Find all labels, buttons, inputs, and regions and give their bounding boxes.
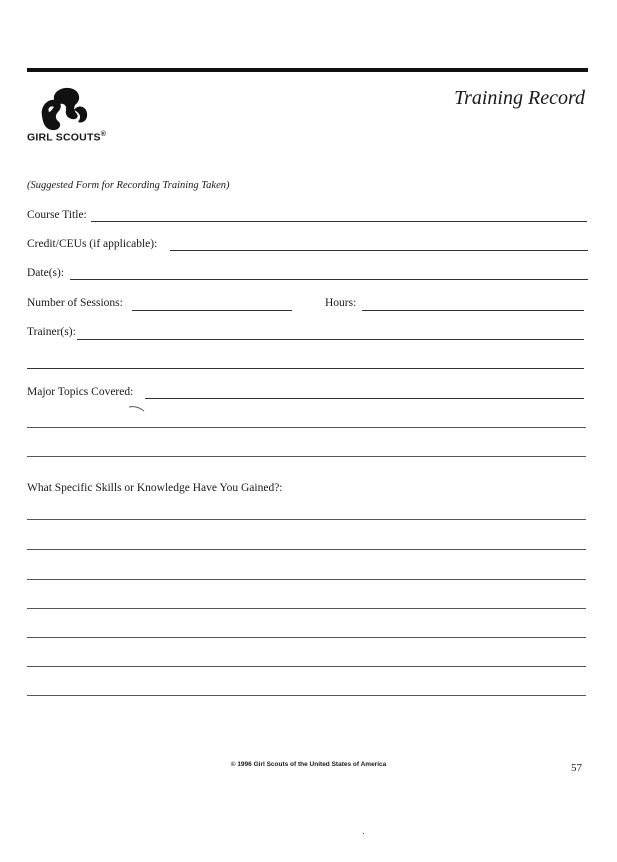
skills-line-3[interactable] bbox=[27, 579, 586, 580]
sessions-line[interactable] bbox=[132, 310, 292, 311]
form-subtitle: (Suggested Form for Recording Training Taken) bbox=[27, 180, 230, 191]
course-title-line[interactable] bbox=[91, 221, 587, 222]
topics-line-2[interactable] bbox=[27, 427, 586, 428]
trefoil-profiles-icon bbox=[36, 86, 88, 134]
top-rule bbox=[27, 68, 588, 72]
skills-line-7[interactable] bbox=[27, 695, 586, 696]
trainers-label: Trainer(s): bbox=[27, 326, 76, 338]
trainers-line-2[interactable] bbox=[27, 368, 584, 369]
credit-label: Credit/CEUs (if applicable): bbox=[27, 238, 158, 250]
topics-line-3[interactable] bbox=[27, 456, 586, 457]
hours-line[interactable] bbox=[362, 310, 584, 311]
dates-label: Date(s): bbox=[27, 267, 65, 279]
topics-label: Major Topics Covered: bbox=[27, 386, 134, 398]
scan-speck bbox=[363, 833, 364, 834]
skills-line-4[interactable] bbox=[27, 608, 586, 609]
trainers-line[interactable] bbox=[77, 339, 584, 340]
stray-pen-mark bbox=[128, 405, 146, 413]
skills-line-6[interactable] bbox=[27, 666, 586, 667]
skills-line-2[interactable] bbox=[27, 549, 586, 550]
skills-line-1[interactable] bbox=[27, 519, 586, 520]
topics-line[interactable] bbox=[145, 398, 584, 399]
sessions-label: Number of Sessions: bbox=[27, 297, 123, 309]
copyright-notice: © 1996 Girl Scouts of the United States of America bbox=[230, 761, 387, 768]
skills-line-5[interactable] bbox=[27, 637, 586, 638]
page-number: 57 bbox=[571, 762, 582, 774]
credit-line[interactable] bbox=[170, 250, 588, 251]
dates-line[interactable] bbox=[70, 279, 588, 280]
brand-name: GIRL SCOUTS® bbox=[27, 131, 107, 144]
page-title: Training Record bbox=[454, 87, 585, 109]
skills-label: What Specific Skills or Knowledge Have You Gained?: bbox=[27, 482, 283, 494]
hours-label: Hours: bbox=[325, 297, 357, 309]
course-title-label: Course Title: bbox=[27, 209, 87, 221]
